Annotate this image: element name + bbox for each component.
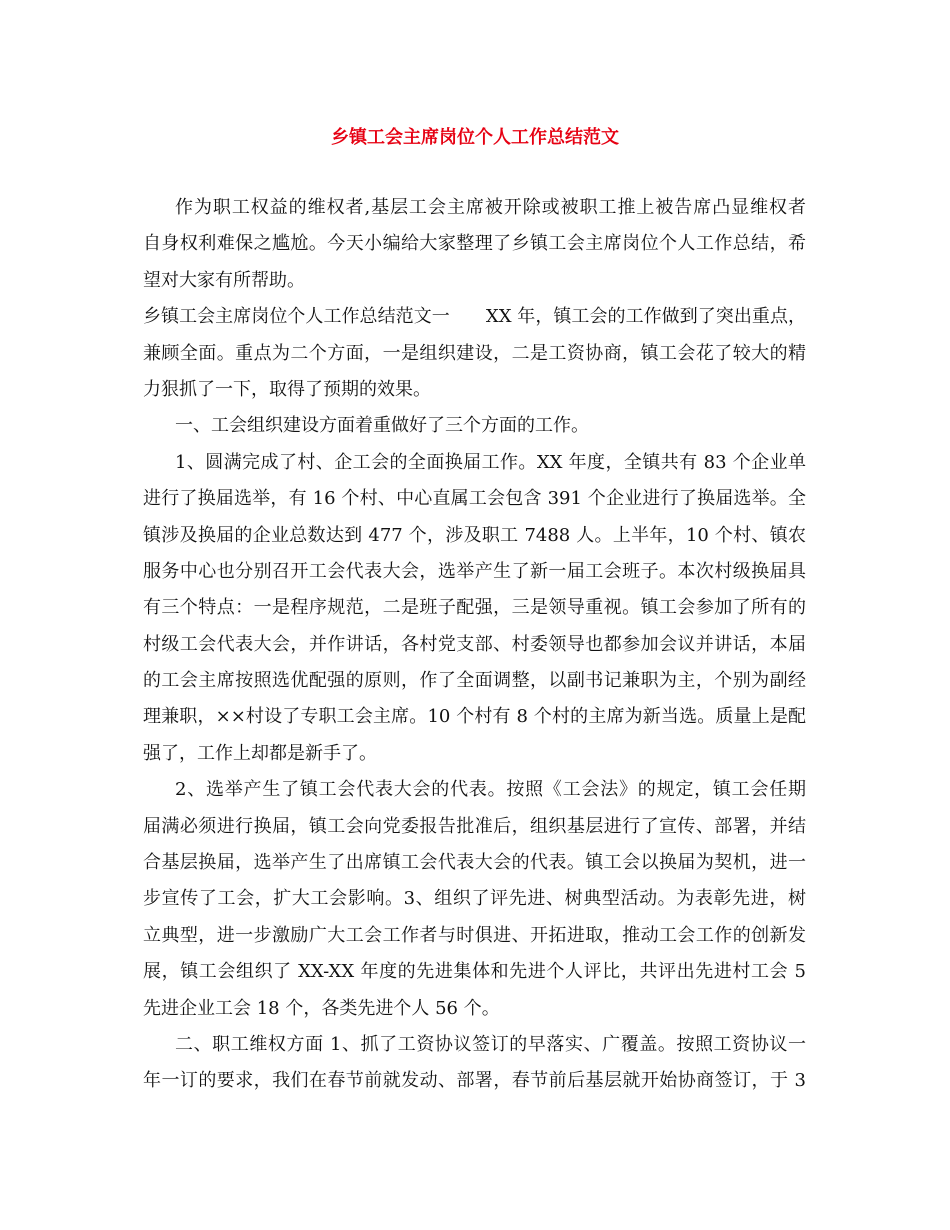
text-line: 步宣传了工会，扩大工会影响。3、组织了评先进、树典型活动。为表彰先进，树 [143, 888, 806, 910]
text-line: 合基层换届，选举产生了出席镇工会代表大会的代表。镇工会以换届为契机，进一 [143, 852, 806, 874]
paragraph-section-heading [143, 299, 806, 408]
text-line: 乡镇工会主席岗位个人工作总结范文一 XX 年，镇工会的工作做到了突出重点， [143, 306, 806, 328]
paragraph-part-one-heading [143, 408, 806, 444]
text-line: 二、职工维权方面 1、抓了工资协议签订的早落实、广覆盖。按照工资协议一 [175, 1033, 806, 1055]
text-line: 力狠抓了一下，取得了预期的效果。 [143, 378, 431, 400]
text-line: 兼顾全面。重点为二个方面，一是组织建设，二是工资协商，镇工会花了较大的精 [143, 342, 806, 364]
text-line: 2、选举产生了镇工会代表大会的代表。按照《工会法》的规定，镇工会任期 [175, 779, 806, 801]
text-line: 镇涉及换届的企业总数达到 477 个，涉及职工 7488 人。上半年，10 个村、镇农 [143, 524, 806, 546]
paragraph-part-two [143, 1027, 806, 1100]
text-line: 先进企业工会 18 个，各类先进个人 56 个。 [143, 997, 500, 1019]
text-line: 有三个特点：一是程序规范，二是班子配强，三是领导重视。镇工会参加了所有的 [143, 597, 806, 619]
document-body [143, 190, 806, 1100]
text-line: 展，镇工会组织了 XX-XX 年度的先进集体和先进个人评比，共评出先进村工会 5 [143, 961, 806, 983]
text-line: 年一订的要求，我们在春节前就发动、部署，春节前后基层就开始协商签订，于 3 [143, 1070, 806, 1092]
text-line: 进行了换届选举，有 16 个村、中心直属工会包含 391 个企业进行了换届选举。全 [143, 488, 806, 510]
paragraph-item-2 [143, 772, 806, 1027]
text-line: 届满必须进行换届，镇工会向党委报告批准后，组织基层进行了宣传、部署，并结 [143, 815, 806, 837]
text-line: 的工会主席按照选优配强的原则，作了全面调整，以副书记兼职为主，个别为副经 [143, 670, 806, 692]
text-line: 立典型，进一步激励广大工会工作者与时俱进、开拓进取，推动工会工作的创新发 [143, 924, 806, 946]
text-line: 强了，工作上却都是新手了。 [143, 742, 377, 764]
paragraph-intro [143, 190, 806, 299]
text-line: 一、工会组织建设方面着重做好了三个方面的工作。 [175, 415, 589, 437]
paragraph-item-1 [143, 445, 806, 773]
text-line: 村级工会代表大会，并作讲话，各村党支部、村委领导也都参加会议并讲话，本届 [143, 633, 806, 655]
text-line: 服务中心也分别召开工会代表大会，选举产生了新一届工会班子。本次村级换届具 [143, 560, 806, 582]
text-line: 1、圆满完成了村、企工会的全面换届工作。XX 年度，全镇共有 83 个企业单 [175, 451, 806, 473]
document-title: 乡镇工会主席岗位个人工作总结范文 [331, 127, 619, 148]
text-line: 理兼职，××村设了专职工会主席。10 个村有 8 个村的主席为新当选。质量上是配 [143, 706, 806, 728]
text-line: 作为职工权益的维权者,基层工会主席被开除或被职工推上被告席凸显维权者 [175, 197, 806, 218]
text-line: 自身权利难保之尴尬。今天小编给大家整理了乡镇工会主席岗位个人工作总结，希 [143, 233, 806, 255]
text-line: 望对大家有所帮助。 [143, 269, 305, 291]
